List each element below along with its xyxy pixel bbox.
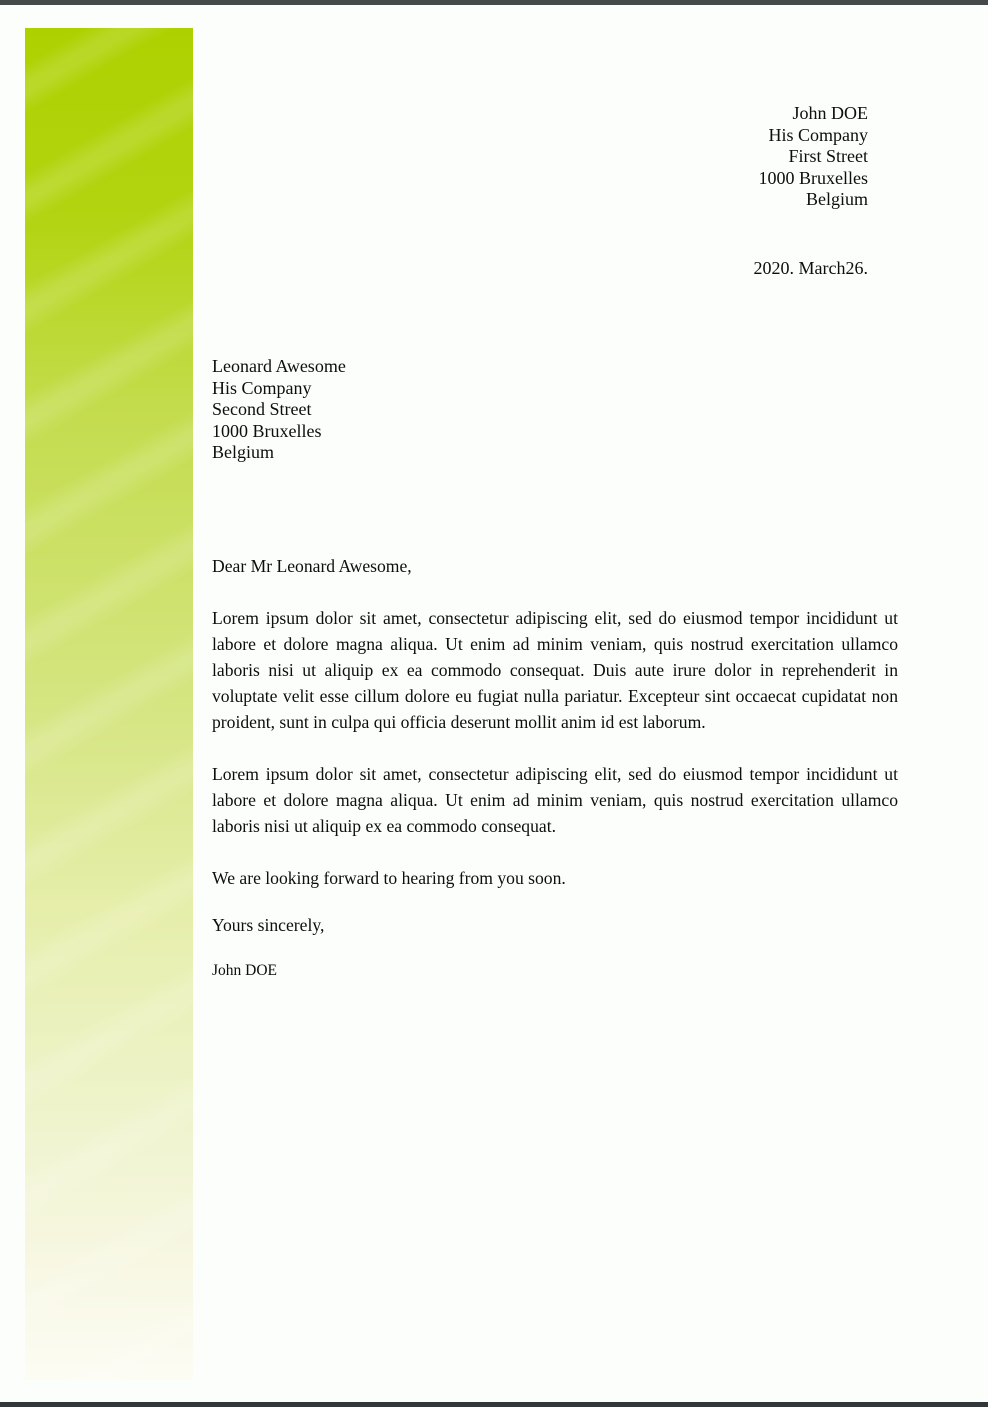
sender-city: 1000 Bruxelles xyxy=(758,167,868,188)
body-paragraph-1: Lorem ipsum dolor sit amet, consectetur adipiscing elit, sed do eiusmod tempor incididunt ut labore et dolore magna aliqua. Ut enim ad minim veniam, quis nostrud exercitation ullamco laboris nisi ut aliquip ex ea commodo consequat. Duis aute irure dolor in reprehenderit in voluptate velit esse cillum dolore eu fugiat nulla pariatur. Excepteur sint occaecat cupidatat non proident, sunt in culpa qui officia deserunt mollit anim id est laborum. xyxy=(212,608,898,732)
sender-address-block xyxy=(759,103,869,211)
letter-date: 2020. March26. xyxy=(753,258,868,278)
recipient-country: Belgium xyxy=(212,442,274,462)
recipient-name: Leonard Awesome xyxy=(212,356,346,376)
valediction: Yours sincerely, xyxy=(212,915,325,935)
recipient-street: Second Street xyxy=(212,399,312,419)
body-paragraph-2: Lorem ipsum dolor sit amet, consectetur adipiscing elit, sed do eiusmod tempor incididunt ut labore et dolore magna aliqua. Ut enim ad minim veniam, quis nostrud exercitation ullamco laboris nisi ut aliquip ex ea commodo consequat. xyxy=(212,764,898,836)
sender-street: First Street xyxy=(788,146,868,166)
signature-name: John DOE xyxy=(212,962,278,979)
bottom-border-bar xyxy=(0,1402,988,1407)
green-gradient-stripe xyxy=(25,28,193,1380)
sender-company: His Company xyxy=(768,124,868,145)
closing-line: We are looking forward to hearing from you soon. xyxy=(212,868,566,888)
sender-country: Belgium xyxy=(806,189,868,209)
recipient-city: 1000 Bruxelles xyxy=(212,420,322,441)
recipient-company: His Company xyxy=(212,377,312,398)
letter-body xyxy=(212,553,898,981)
sender-name: John DOE xyxy=(792,103,868,123)
salutation: Dear Mr Leonard Awesome, xyxy=(212,556,412,576)
recipient-address-block xyxy=(212,356,346,464)
top-border-bar xyxy=(0,0,988,5)
